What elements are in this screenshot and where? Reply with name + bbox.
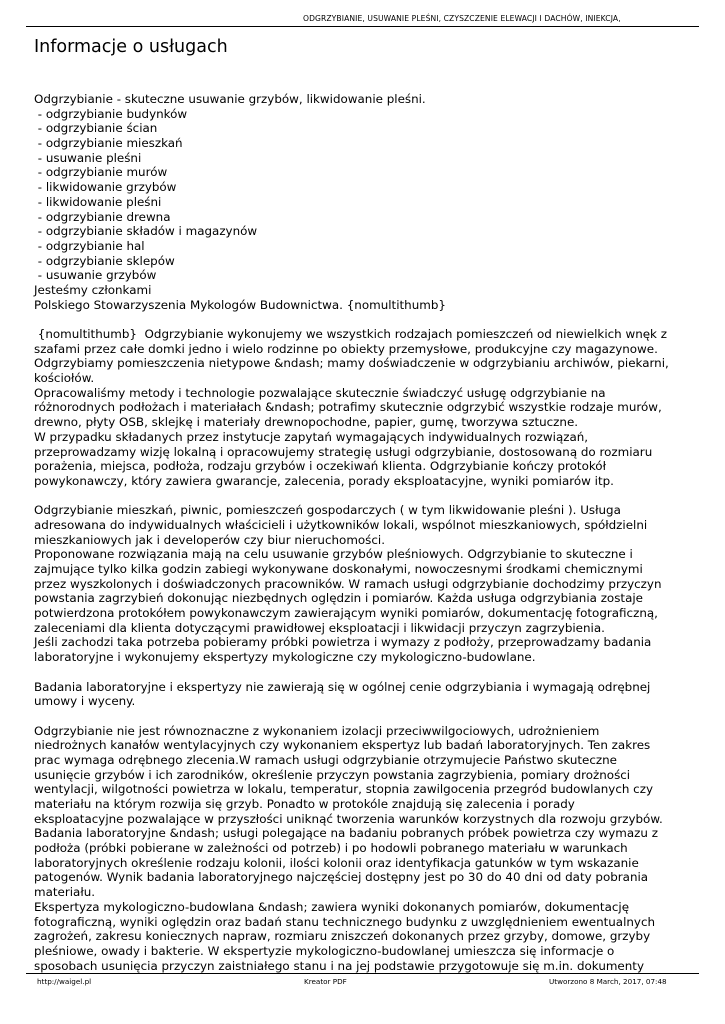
body-line: - odgrzybianie murów	[34, 165, 168, 180]
body-line: drewno, płyty OSB, sklejkę i materiały drewnopochodne, papier, gumę, tworzywa sztuczne.	[34, 415, 579, 430]
body-line: potwierdzona protokółem powykonawczym zawierającym wyniki pomiarów, dokumentację fotograficzną,	[34, 606, 658, 621]
body-line: prac wymaga odrębnego zlecenia.W ramach usługi odgrzybianie otrzymujecie Państwo skuteczne	[34, 752, 617, 767]
body-line: - odgrzybianie składów i magazynów	[34, 224, 258, 239]
body-line: podłoża (próbki pobierane w zależności od potrzeb) i po hodowli pobranego materiału w warunkach	[34, 841, 628, 856]
body-line: W przypadku składanych przez instytucje zapytań wymagających indywidualnych rozwiązań,	[34, 429, 589, 444]
body-line: - odgrzybianie ścian	[34, 121, 158, 136]
body-line: patogenów. Wynik badania laboratoryjnego najczęściej dostępny jest po 30 do 40 dni od daty pobrania	[34, 870, 649, 885]
body-line: - usuwanie pleśni	[34, 150, 142, 165]
blank-line	[34, 665, 690, 680]
body-line: Odgrzybianie mieszkań, piwnic, pomieszczeń gospodarczych ( w tym likwidowanie pleśni ). Usługa	[34, 503, 621, 518]
body-line: - odgrzybianie drewna	[34, 209, 171, 224]
body-line: Jesteśmy członkami	[34, 282, 152, 297]
body-line: usunięcie grzybów i ich zarodników, określenie przyczyn powstania zagrzybienia, pomiary drożności	[34, 767, 631, 782]
body-line: pleśniowe, owady i bakterie. W ekspertyzie mykologiczno-budowlanej umieszcza się informacje o	[34, 943, 615, 958]
body-line: przez wyszkolonych i doświadczonych pracowników. W ramach usługi odgrzybianie dochodzimy przyczyn	[34, 576, 662, 591]
footer-created-date: Utworzono 8 March, 2017, 07:48	[549, 977, 667, 986]
body-line: zaleceniami dla klienta dotyczącymi prawidłowej eksploatacji i likwidacji przyczyn zagrzybienia.	[34, 620, 605, 635]
body-line: kościołów.	[34, 371, 95, 386]
body-line: Ekspertyza mykologiczno-budowlana &ndash; zawiera wyniki dokonanych pomiarów, dokumentację	[34, 899, 630, 914]
body-line: Badania laboratoryjne &ndash; usługi polegające na badaniu pobranych próbek powietrza czy wymazu z	[34, 826, 658, 841]
body-line: Odgrzybianie nie jest równoznaczne z wykonaniem izolacji przeciwwilgociowych, udrożnieniem	[34, 723, 600, 738]
body-line: {nomultithumb} Odgrzybianie wykonujemy we wszystkich rodzajach pomieszczeń od niewielkich wnęk z	[34, 327, 667, 341]
body-line: - odgrzybianie hal	[34, 238, 145, 253]
body-line: laboratoryjne i wykonujemy ekspertyzy mykologiczne czy mykologiczno-budowlane.	[34, 650, 536, 665]
body-line: eksploatacyjne pozwalające w przyszłości uniknąć tworzenia warunków korzystnych dla rozwoju grzybów.	[34, 811, 663, 826]
body-line: - odgrzybianie sklepów	[34, 253, 175, 268]
body-line: zajmujące tylko kilka godzin zabiegi wykonywane doskonałymi, nowoczesnymi środkami chemicznymi	[34, 562, 643, 576]
body-line: - odgrzybianie mieszkań	[34, 136, 183, 151]
footer-generator: Kreator PDF	[304, 977, 347, 986]
body-line: adresowana do indywidualnych właścicieli i użytkowników lokali, wspólnot mieszkaniowych, spółdzielni	[34, 517, 648, 532]
body-line: - usuwanie grzybów	[34, 268, 157, 283]
body-line: Odgrzybiamy pomieszczenia nietypowe &ndash; mamy doświadczenie w odgrzybianiu archiwów, piekarni,	[34, 356, 669, 371]
body-line: Badania laboratoryjne i ekspertyzy nie zawierają się w ogólnej cenie odgrzybiania i wymagają odrębnej	[34, 679, 651, 694]
body-line: umowy i wyceny.	[34, 694, 136, 709]
body-line: powykonawczy, który zawiera gwarancje, zalecenia, porady eksploatacyjne, wyniki pomiarów itp.	[34, 473, 614, 488]
blank-line	[34, 709, 690, 724]
body-line: szafami przez całe domki jedno i wielo rodzinne po obiekty przemysłowe, produkcyjne czy magazynowe.	[34, 341, 658, 356]
blank-line	[34, 489, 690, 504]
body-line: przeprowadzamy wizję lokalną i opracowujemy strategię usługi odgrzybianie, dostosowaną do rozmiaru	[34, 444, 653, 459]
body-line: - odgrzybianie budynków	[34, 106, 188, 121]
body-line: Opracowaliśmy metody i technologie pozwalające skutecznie świadczyć usługę odgrzybianie na	[34, 385, 606, 400]
body-line: Odgrzybianie - skuteczne usuwanie grzybów, likwidowanie pleśni.	[34, 92, 426, 106]
body-line: Polskiego Stowarzyszenia Mykologów Budownictwa. {nomultithumb}	[34, 297, 446, 312]
body-line: Proponowane rozwiązania mają na celu usuwanie grzybów pleśniowych. Odgrzybianie to skuteczne i	[34, 547, 633, 562]
body-line: powstania zagrzybień dokonując niezbędnych oględzin i pomiarów. Każda usługa odgrzybiania zostaje	[34, 591, 643, 606]
body-line: fotograficzną, wyniki oględzin oraz badań stanu technicznego budynku z uwzględnieniem ewentualnych	[34, 914, 656, 929]
body-line: zagrożeń, zakresu koniecznych napraw, rozmiaru zniszczeń dokonanych przez grzyby, domowe, grzyby	[34, 929, 651, 944]
header-divider	[26, 26, 699, 27]
body-line: materiału na którym rozwija się grzyb. Ponadto w protokóle znajdują się zalecenia i porady	[34, 797, 575, 811]
body-line: - likwidowanie pleśni	[34, 194, 162, 209]
body-line: materiału.	[34, 885, 96, 900]
body-line: - likwidowanie grzybów	[34, 180, 177, 195]
document-body	[34, 92, 690, 973]
footer-url: http://waigel.pl	[37, 977, 92, 986]
body-line: Jeśli zachodzi taka potrzeba pobieramy próbki powietrza i wymazy z podłoży, przeprowadzamy badania	[34, 635, 652, 650]
body-line: sposobach usunięcia przyczyn zaistniałego stanu i na jej podstawie przygotowuje się m.in. dokumenty	[34, 958, 644, 973]
body-line: porażenia, miejsca, podłoża, rodzaju grzybów i oczekiwań klienta. Odgrzybianie kończy protokół	[34, 459, 606, 474]
body-line: różnorodnych podłożach i materiałach &ndash; potrafimy skutecznie odgrzybić wszystkie rodzaje murów,	[34, 400, 662, 415]
body-line: wentylacji, wilgotności powietrza w lokalu, temperatur, stopnia zawilgocenia przegród budowlanych czy	[34, 782, 653, 797]
page-title: Informacje o usługach	[34, 37, 228, 57]
running-header-title: ODGRZYBIANIE, USUWANIE PLEŚNI, CZYSZCZENIE ELEWACJI I DACHÓW, INIEKCJA,	[303, 14, 621, 23]
body-line: niedrożnych kanałów wentylacyjnych czy wykonaniem ekspertyz lub badań laboratoryjnych. Ten zakres	[34, 738, 651, 753]
footer-divider	[26, 973, 699, 974]
body-line: laboratoryjnych określenie rodzaju kolonii, ilości kolonii oraz identyfikacja gatunków w tym wskazanie	[34, 855, 639, 870]
body-line: mieszkaniowych jak i developerów czy biur nieruchomości.	[34, 532, 385, 547]
blank-line	[34, 312, 690, 327]
